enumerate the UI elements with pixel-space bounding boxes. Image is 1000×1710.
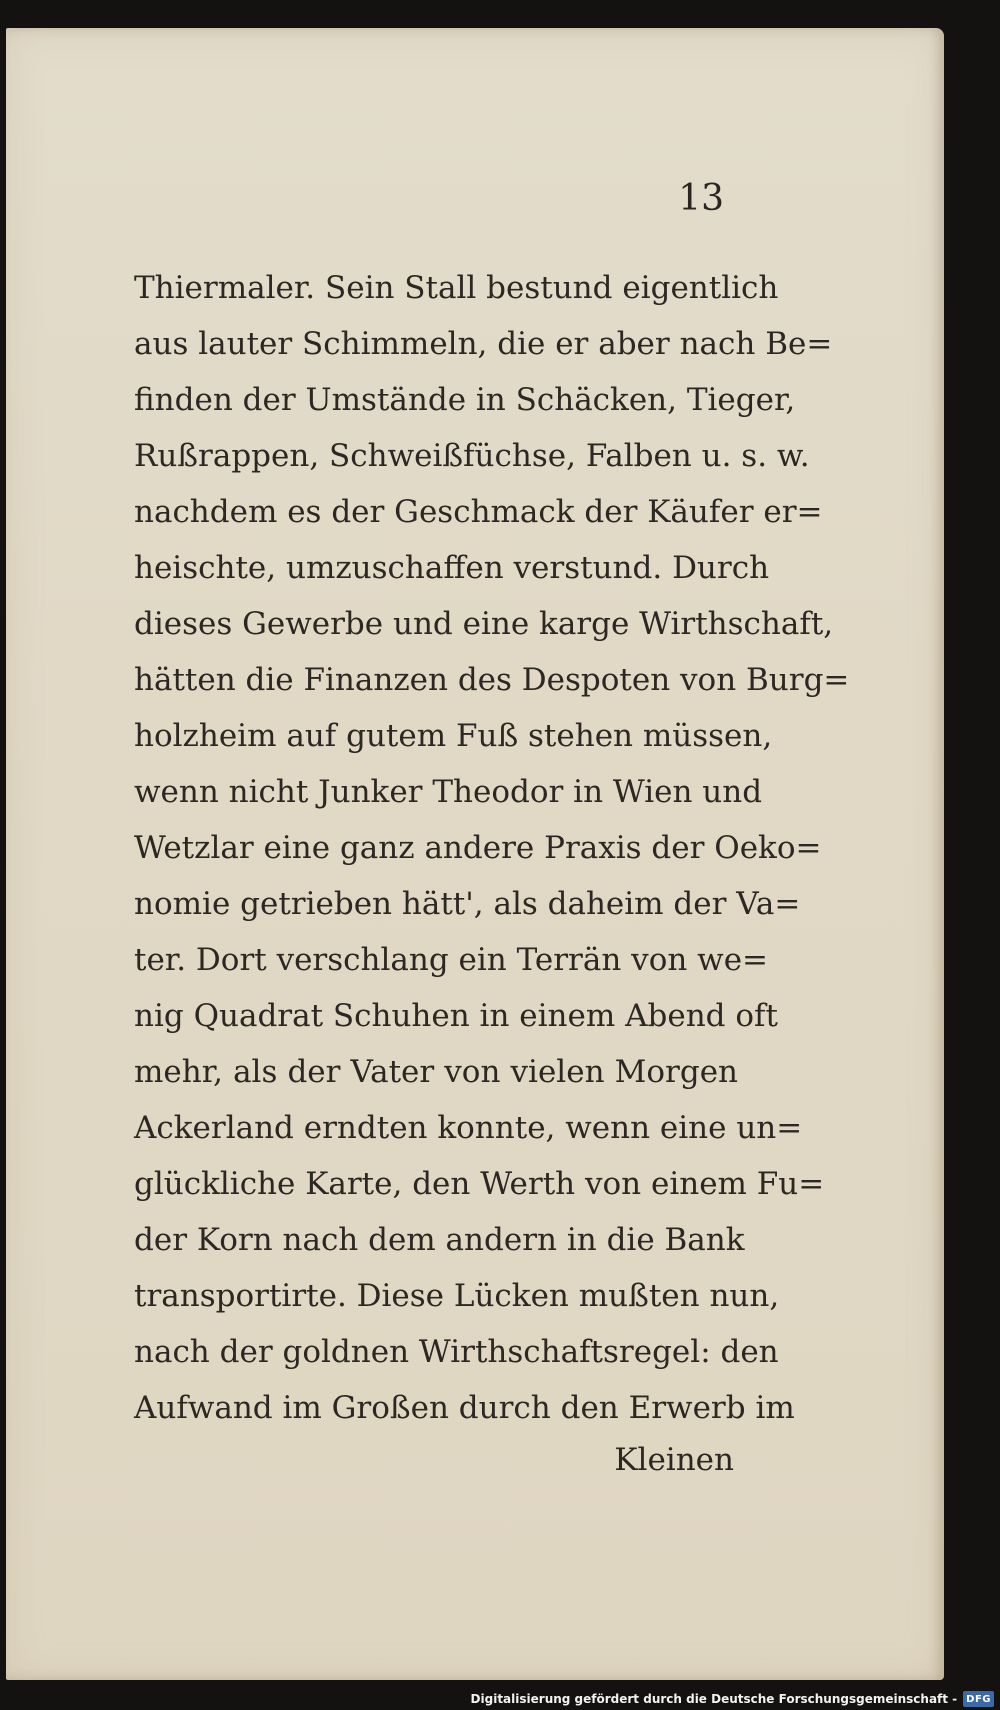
catchword: Kleinen: [614, 1442, 734, 1478]
text-line: nig Quadrat Schuhen in einem Abend oft: [134, 998, 778, 1034]
book-page: [6, 28, 944, 1680]
text-line: dieses Gewerbe und eine karge Wirthschaft,: [134, 606, 834, 642]
text-line: aus lauter Schimmeln, die er aber nach Be=: [134, 326, 833, 362]
text-line: nachdem es der Geschmack der Käufer er=: [134, 494, 823, 530]
text-line: Thiermaler. Sein Stall bestund eigentlich: [134, 270, 779, 306]
page-number: 13: [678, 178, 724, 219]
text-line: nach der goldnen Wirthschaftsregel: den: [134, 1334, 779, 1370]
dfg-logo-icon: DFG: [963, 1691, 994, 1707]
text-line: Rußrappen, Schweißfüchse, Falben u. s. w.: [134, 438, 810, 474]
text-line: transportirte. Diese Lücken mußten nun,: [134, 1278, 780, 1314]
text-line: Wetzlar eine ganz andere Praxis der Oeko=: [134, 830, 822, 866]
text-line: ter. Dort verschlang ein Terrän von we=: [134, 942, 769, 978]
text-line: wenn nicht Junker Theodor in Wien und: [134, 774, 763, 810]
text-line: mehr, als der Vater von vielen Morgen: [134, 1054, 738, 1090]
funding-credit: Digitalisierung gefördert durch die Deutsche Forschungsgemeinschaft -: [470, 1692, 958, 1706]
text-line: hätten die Finanzen des Despoten von Burg=: [134, 662, 850, 698]
text-line: nomie getrieben hätt', als daheim der Va=: [134, 886, 801, 922]
digitization-footer: [471, 1688, 994, 1710]
text-line: finden der Umstände in Schäcken, Tieger,: [134, 382, 796, 418]
body-text: [134, 260, 850, 1436]
text-line: glückliche Karte, den Werth von einem Fu=: [134, 1166, 825, 1202]
text-line: Aufwand im Großen durch den Erwerb im: [134, 1390, 795, 1426]
text-line: heischte, umzuschaffen verstund. Durch: [134, 550, 770, 586]
text-line: der Korn nach dem andern in die Bank: [134, 1222, 745, 1258]
text-line: Ackerland erndten konnte, wenn eine un=: [134, 1110, 803, 1146]
text-line: holzheim auf gutem Fuß stehen müssen,: [134, 718, 773, 754]
